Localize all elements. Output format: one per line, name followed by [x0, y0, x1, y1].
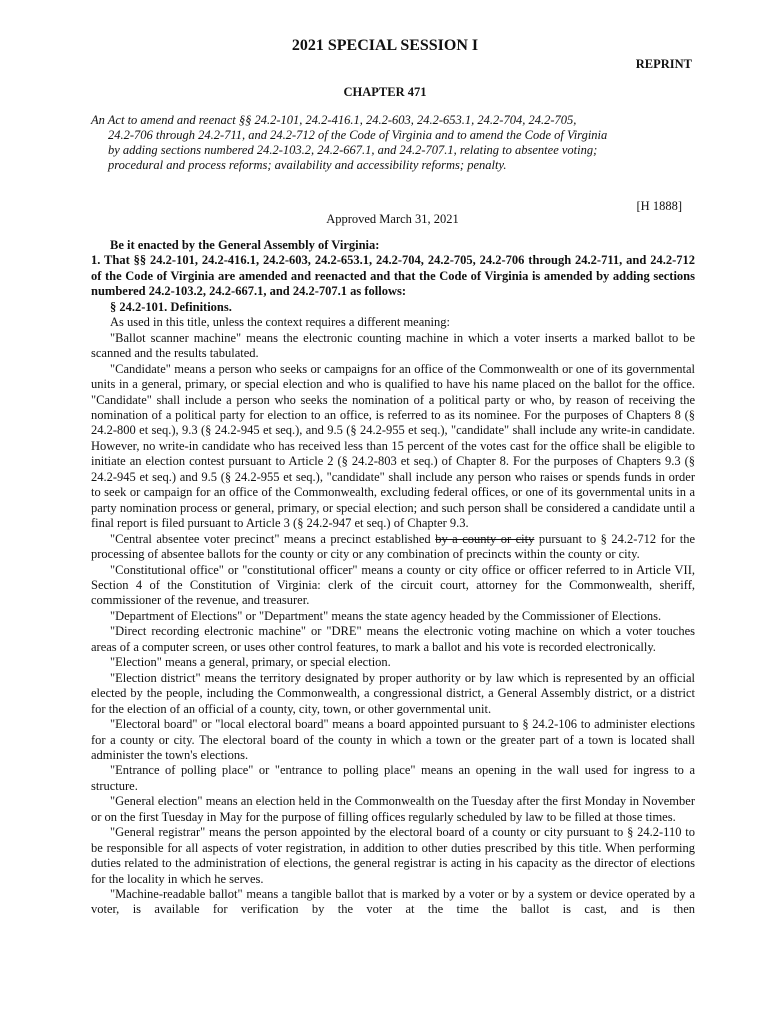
act-line: procedural and process reforms; availability and accessibility reforms; penalty. — [108, 158, 507, 172]
definition-electoral-board: "Electoral board" or "local electoral board" means a board appointed pursuant to § 24.2-106 to administer elections for a county or city. The electoral board of the county in which a town or the greater part of a town is located shall administer the town's elections. — [91, 717, 695, 762]
section-heading: § 24.2-101. Definitions. — [110, 299, 232, 314]
definition-candidate: "Candidate" means a person who seeks or campaigns for an office of the Commonwealth or one of its governmental units in a general, primary, or special election and who is qualified to have his name placed on the ballot for the office. "Candidate" shall include a person who seeks the nomination of a political party or who, by reason of receiving the nomination of a political party for election to an office, is referred to as its nominee. For the purposes of Chapters 8 (§ 24.2-800 et seq.), 9.3 (§ 24.2-945 et seq.), and 9.5 (§ 24.2-955 et seq.), "candidate" shall include any write-in candidate. However, no write-in candidate who has received less than 15 percent of the votes cast for the office shall be eligible to initiate an election contest pursuant to Article 2 (§ 24.2-803 et seq.) of Chapter 8. For the purposes of Chapters 9.3 (§ 24.2-945 et seq.) and 9.5 (§ 24.2-955 et seq.), "candidate" shall include any person who raises or spends funds in order to seek or campaign for an office of the Commonwealth, excluding federal offices, or one of its governmental units in a party nomination process or general, primary, or special election; and such person shall be considered a candidate until a final report is filed pursuant to Article 3 (§ 24.2-947 et seq.) of Chapter 9.3. — [91, 361, 695, 531]
bill-body — [91, 238, 695, 918]
chapter-heading: CHAPTER 471 — [343, 85, 427, 99]
central-absentee-text: "Central absentee voter precinct" means a precinct established — [110, 531, 431, 546]
act-line: by adding sections numbered 24.2-103.2, 24.2-667.1, and 24.2-707.1, relating to absentee voting; — [108, 143, 598, 157]
definition-machine-readable: "Machine-readable ballot" means a tangible ballot that is marked by a voter or by a system or device operated by a voter, is available for verification by the voter at the time the ballot is cast, and is then — [91, 887, 695, 917]
definition-general-registrar: "General registrar" means the person appointed by the electoral board of a county or city pursuant to § 24.2-110 to be responsible for all aspects of voter registration, in addition to other duties prescribed by this title. When performing duties related to the administration of elections, the general registrar is acting in his capacity as the director of elections for the locality in which he serves. — [91, 825, 695, 886]
section-one-clause: 1. That §§ 24.2-101, 24.2-416.1, 24.2-603, 24.2-653.1, 24.2-704, 24.2-705, 24.2-706 through 24.2-711, and 24.2-712 of the Code of Virginia are amended and reenacted and that the Code of Virginia is amended by adding sections numbered 24.2-103.2, 24.2-667.1, and 24.2-707.1 as follows: — [91, 253, 695, 299]
enacting-clause: Be it enacted by the General Assembly of Virginia: — [110, 238, 380, 252]
bill-number: [H 1888] — [636, 199, 682, 213]
definition-election-district: "Election district" means the territory designated by proper authority or by law which is represented by an official elected by the people, including the Commonwealth, a congressional district, a General Assembly district, or a district for the election of an official of a county, city, town, or other governmental unit. — [91, 670, 695, 716]
intro-paragraph: As used in this title, unless the context requires a different meaning: — [110, 315, 450, 330]
definition-entrance: "Entrance of polling place" or "entrance to polling place" means an opening in the wall used for ingress to a structure. — [91, 763, 695, 793]
definition-central-absentee — [91, 532, 695, 563]
definition-general-election: "General election" means an election held in the Commonwealth on the Tuesday after the first Monday in November or on the first Tuesday in May for the purpose of filling offices regularly scheduled by law to be filled at those times. — [91, 794, 695, 824]
central-absentee-text: pursuant to § 24.2-712 for the processing of absentee ballots for the county or city or any combination of precincts within the county or city. — [91, 531, 696, 562]
definition-department: "Department of Elections" or "Department" means the state agency headed by the Commissioner of Elections. — [110, 608, 662, 623]
act-summary — [91, 113, 693, 173]
act-line: An Act to amend and reenact §§ 24.2-101, 24.2-416.1, 24.2-603, 24.2-653.1, 24.2-704, 24.2-705, — [91, 113, 577, 127]
approval-date: Approved March 31, 2021 — [326, 212, 459, 226]
struck-text: by a county or city — [435, 531, 535, 546]
definition-election: "Election" means a general, primary, or special election. — [110, 655, 391, 670]
definition-constitutional-office: "Constitutional office" or "constitutional officer" means a county or city office or officer referred to in Article VII, Section 4 of the Constitution of Virginia: clerk of the circuit court, attorney for the Commonwealth, sheriff, commissioner of the revenue, and treasurer. — [91, 562, 695, 608]
definition-ballot-scanner: "Ballot scanner machine" means the electronic counting machine in which a voter inserts a marked ballot to be scanned and the results tabulated. — [91, 330, 695, 361]
act-line: 24.2-706 through 24.2-711, and 24.2-712 of the Code of Virginia and to amend the Code of Virginia — [108, 128, 608, 142]
session-title: 2021 SPECIAL SESSION I — [291, 37, 479, 54]
reprint-label: REPRINT — [635, 57, 692, 71]
definition-dre: "Direct recording electronic machine" or "DRE" means the electronic voting machine on which a voter touches areas of a computer screen, or uses other control features, to mark a ballot and his vote is recorded electronically. — [91, 624, 695, 654]
